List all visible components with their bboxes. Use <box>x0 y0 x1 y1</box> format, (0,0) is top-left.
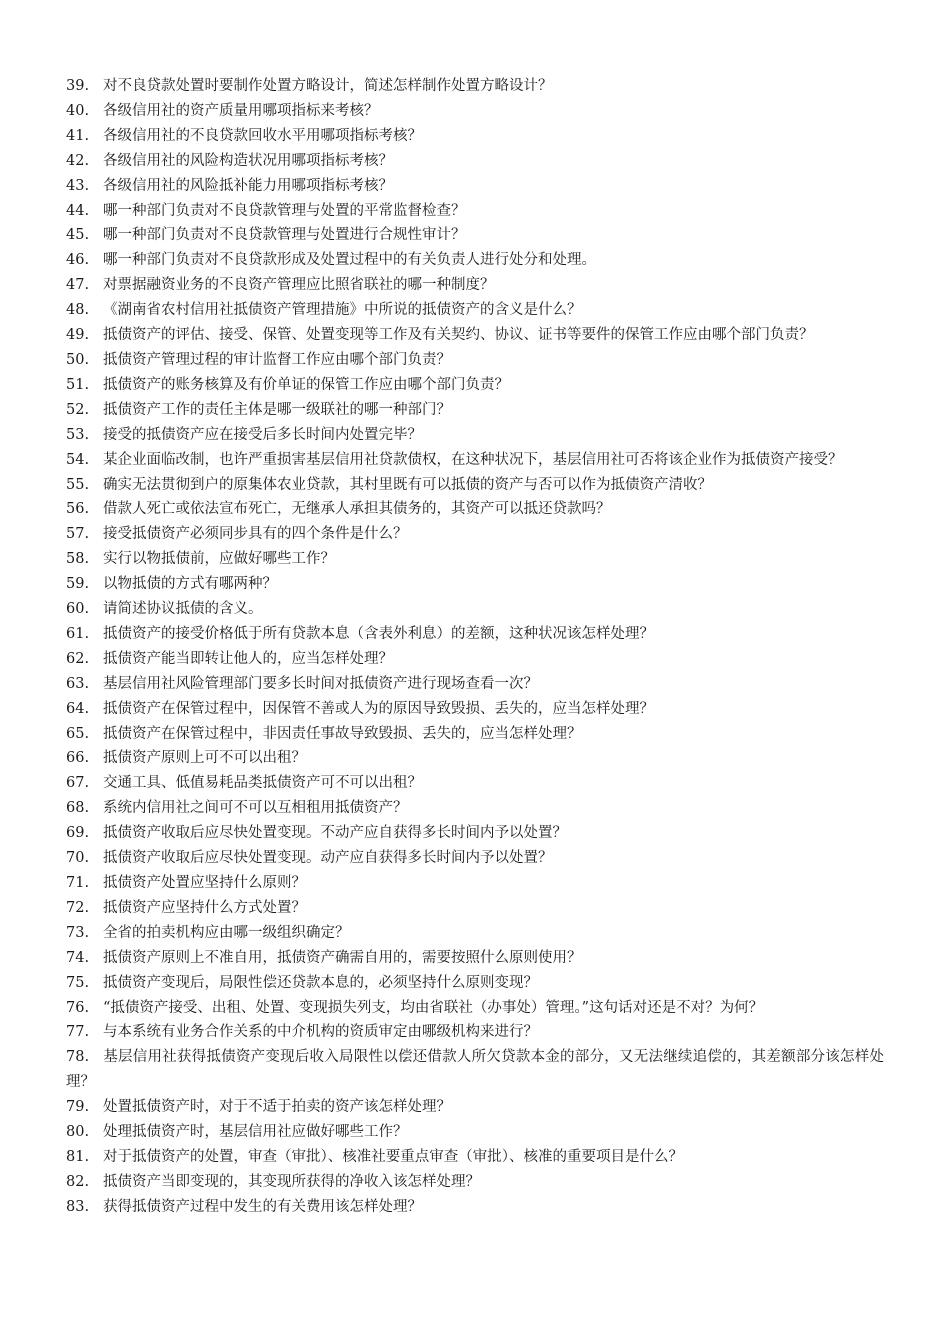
question-item <box>66 398 884 423</box>
question-item <box>66 473 884 498</box>
question-number: 77. <box>66 1024 90 1041</box>
question-text: 抵债资产能当即转让他人的，应当怎样处理？ <box>103 650 393 667</box>
question-number: 79. <box>66 1099 90 1116</box>
question-item <box>66 1145 884 1170</box>
question-text: 抵债资产的接受价格低于所有贷款本息（含表外利息）的差额，这种状况该怎样处理？ <box>103 625 654 642</box>
question-text: 各级信用社的不良贷款回收水平用哪项指标考核？ <box>103 127 422 144</box>
question-number: 68. <box>66 800 90 817</box>
question-item <box>66 647 884 672</box>
question-item <box>66 1170 884 1195</box>
question-number: 75. <box>66 974 90 991</box>
question-number: 51. <box>66 376 90 393</box>
question-text: 抵债资产在保管过程中，非因责任事故导致毁损、丢失的，应当怎样处理？ <box>103 725 582 742</box>
question-item <box>66 622 884 647</box>
question-text: “抵债资产接受、出租、处置、变现损失列支，均由省联社（办事处）管理。”这句话对还是不对？为何？ <box>103 999 764 1016</box>
question-text: 请简述协议抵债的含义。 <box>103 601 263 618</box>
question-number: 45. <box>66 227 90 244</box>
question-item <box>66 697 884 722</box>
question-item <box>66 99 884 124</box>
question-item <box>66 597 884 622</box>
question-number: 56. <box>66 501 90 518</box>
question-item <box>66 273 884 298</box>
question-number: 50. <box>66 351 90 368</box>
question-item <box>66 572 884 597</box>
question-item <box>66 497 884 522</box>
question-number: 58. <box>66 551 90 568</box>
question-text: 实行以物抵债前，应做好哪些工作？ <box>103 551 335 568</box>
question-text: 哪一种部门负责对不良贷款形成及处置过程中的有关负责人进行处分和处理。 <box>103 252 596 269</box>
question-text: 哪一种部门负责对不良贷款管理与处置进行合规性审计？ <box>103 227 466 244</box>
question-item <box>66 547 884 572</box>
question-number: 47. <box>66 277 90 294</box>
question-item <box>66 448 884 473</box>
question-item <box>66 1020 884 1045</box>
question-number: 76. <box>66 999 90 1016</box>
question-number: 71. <box>66 875 90 891</box>
question-item <box>66 1120 884 1145</box>
question-number: 70. <box>66 850 90 867</box>
question-number: 49. <box>66 327 90 344</box>
question-item <box>66 1195 884 1220</box>
question-item <box>66 348 884 373</box>
question-text: 抵债资产原则上可不可以出租？ <box>103 750 306 767</box>
question-item <box>66 771 884 796</box>
question-item <box>66 1045 884 1095</box>
question-text: 抵债资产的评估、接受、保管、处置变现等工作及有关契约、协议、证书等要件的保管工作应由哪个部门负责？ <box>103 327 814 344</box>
question-number: 67. <box>66 775 90 792</box>
question-item <box>66 921 884 946</box>
question-number: 55. <box>66 476 90 493</box>
question-number: 62. <box>66 650 90 667</box>
question-number: 78. <box>66 1049 90 1066</box>
question-text: 处置抵债资产时，对于不适于拍卖的资产该怎样处理？ <box>103 1099 451 1116</box>
question-number: 73. <box>66 924 90 941</box>
question-number: 82. <box>66 1173 90 1190</box>
question-text: 某企业面临改制，也许严重损害基层信用社贷款债权，在这种状况下，基层信用社可否将该企业作为抵债资产接受？ <box>103 451 843 468</box>
question-text: 抵债资产工作的责任主体是哪一级联社的哪一种部门？ <box>103 401 451 418</box>
question-number: 66. <box>66 750 90 767</box>
question-text: 交通工具、低值易耗品类抵债资产可不可以出租？ <box>103 775 422 792</box>
question-text: 基层信用社获得抵债资产变现后收入局限性以偿还借款人所欠贷款本金的部分，又无法继续追偿的，其差额部分该怎样处理？ <box>66 1049 884 1091</box>
question-number: 65. <box>66 725 90 742</box>
question-number: 52. <box>66 401 90 418</box>
question-text: 抵债资产变现后，局限性偿还贷款本息的，必须坚持什么原则变现？ <box>103 974 538 991</box>
question-number: 64. <box>66 700 90 717</box>
question-text: 抵债资产在保管过程中，因保管不善或人为的原因导致毁损、丢失的，应当怎样处理？ <box>103 700 654 717</box>
question-text: 获得抵债资产过程中发生的有关费用该怎样处理？ <box>103 1198 422 1215</box>
question-item <box>66 946 884 971</box>
question-item <box>66 373 884 398</box>
question-text: 抵债资产原则上不准自用，抵债资产确需自用的，需要按照什么原则使用？ <box>103 949 582 966</box>
question-item <box>66 223 884 248</box>
question-text: 处理抵债资产时，基层信用社应做好哪些工作？ <box>103 1124 408 1141</box>
question-number: 63. <box>66 675 90 692</box>
question-item <box>66 1095 884 1120</box>
question-text: 抵债资产应坚持什么方式处置？ <box>103 899 306 916</box>
document-page <box>66 74 884 1220</box>
question-text: 全省的拍卖机构应由哪一级组织确定？ <box>103 924 350 941</box>
question-item <box>66 174 884 199</box>
question-text: 接受的抵债资产应在接受后多长时间内处置完毕？ <box>103 426 422 443</box>
question-text: 抵债资产管理过程的审计监督工作应由哪个部门负责？ <box>103 351 451 368</box>
question-text: 对票据融资业务的不良资产管理应比照省联社的哪一种制度？ <box>103 277 495 294</box>
question-number: 80. <box>66 1124 90 1141</box>
question-number: 57. <box>66 526 90 543</box>
question-number: 69. <box>66 825 90 842</box>
question-item <box>66 996 884 1021</box>
question-number: 44. <box>66 202 90 219</box>
question-text: 基层信用社风险管理部门要多长时间对抵债资产进行现场查看一次？ <box>103 675 538 692</box>
question-number: 53. <box>66 426 90 443</box>
question-text: 抵债资产收取后应尽快处置变现。动产应自获得多长时间内予以处置？ <box>103 850 553 867</box>
question-text: 对于抵债资产的处置，审查（审批）、核准社要重点审查（审批）、核准的重要项目是什么？ <box>103 1148 683 1165</box>
question-item <box>66 298 884 323</box>
question-text: 借款人死亡或依法宣布死亡，无继承人承担其债务的，其资产可以抵还贷款吗？ <box>103 501 611 518</box>
question-text: 各级信用社的风险构造状况用哪项指标考核？ <box>103 152 393 169</box>
question-item <box>66 124 884 149</box>
question-number: 43. <box>66 177 90 194</box>
question-number: 59. <box>66 576 90 593</box>
question-item <box>66 149 884 174</box>
question-text: 哪一种部门负责对不良贷款管理与处置的平常监督检查？ <box>103 202 466 219</box>
question-item <box>66 896 884 921</box>
question-text: 接受抵债资产必须同步具有的四个条件是什么？ <box>103 526 408 543</box>
question-item <box>66 423 884 448</box>
question-number: 39. <box>66 78 90 94</box>
question-number: 40. <box>66 102 90 119</box>
question-text: 各级信用社的风险抵补能力用哪项指标考核？ <box>103 177 393 194</box>
question-number: 74. <box>66 949 90 966</box>
question-number: 83. <box>66 1198 90 1215</box>
question-item <box>66 722 884 747</box>
question-number: 81. <box>66 1148 90 1165</box>
question-number: 72. <box>66 899 90 916</box>
question-item <box>66 323 884 348</box>
question-text: 抵债资产当即变现的，其变现所获得的净收入该怎样处理？ <box>103 1173 480 1190</box>
question-item <box>66 796 884 821</box>
question-text: 与本系统有业务合作关系的中介机构的资质审定由哪级机构来进行？ <box>103 1024 538 1041</box>
question-number: 54. <box>66 451 90 468</box>
question-text: 对不良贷款处置时要制作处置方略设计，简述怎样制作处置方略设计？ <box>103 78 553 94</box>
question-item <box>66 871 884 896</box>
question-item <box>66 74 884 99</box>
question-item <box>66 846 884 871</box>
question-number: 60. <box>66 601 90 618</box>
question-item <box>66 672 884 697</box>
question-text: 抵债资产收取后应尽快处置变现。不动产应自获得多长时间内予以处置？ <box>103 825 567 842</box>
question-text: 各级信用社的资产质量用哪项指标来考核？ <box>103 102 379 119</box>
question-number: 46. <box>66 252 90 269</box>
question-item <box>66 821 884 846</box>
question-number: 48. <box>66 302 90 319</box>
question-text: 《湖南省农村信用社抵债资产管理措施》中所说的抵债资产的含义是什么？ <box>103 302 582 319</box>
question-item <box>66 199 884 224</box>
question-text: 以物抵债的方式有哪两种？ <box>103 576 277 593</box>
question-text: 抵债资产处置应坚持什么原则？ <box>103 875 306 891</box>
question-text: 确实无法贯彻到户的原集体农业贷款，其村里既有可以抵债的资产与否可以作为抵债资产清收？ <box>103 476 712 493</box>
question-number: 42. <box>66 152 90 169</box>
question-item <box>66 248 884 273</box>
question-text: 系统内信用社之间可不可以互相租用抵债资产？ <box>103 800 408 817</box>
question-number: 41. <box>66 127 90 144</box>
question-number: 61. <box>66 625 90 642</box>
question-text: 抵债资产的账务核算及有价单证的保管工作应由哪个部门负责？ <box>103 376 509 393</box>
question-item <box>66 522 884 547</box>
question-item <box>66 971 884 996</box>
question-item <box>66 746 884 771</box>
